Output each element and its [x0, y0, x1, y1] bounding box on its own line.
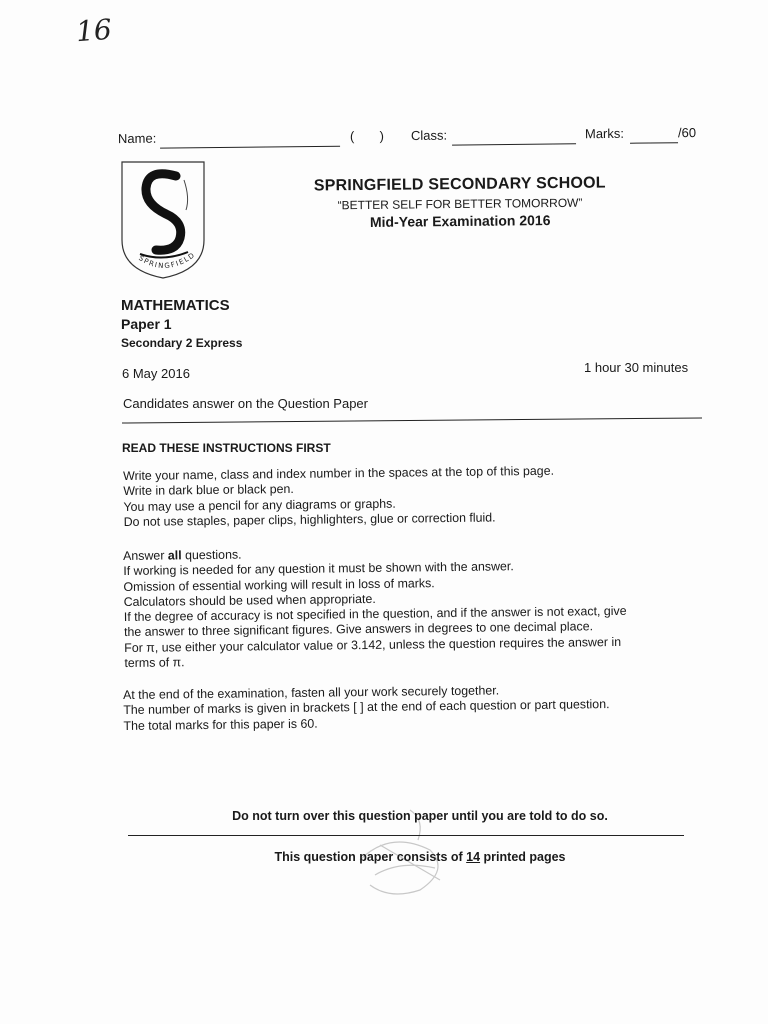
instruction-line: the answer to three significant figures. Give answers in degrees to one decimal place. [123, 619, 594, 640]
paper-number: Paper 1 [121, 316, 172, 332]
exam-title: Mid-Year Examination 2016 [369, 212, 551, 230]
divider [122, 417, 702, 423]
instruction-line: Answer all questions. [123, 547, 242, 563]
school-name: SPRINGFIELD SECONDARY SCHOOL [313, 174, 606, 195]
index-brackets: ( ) [349, 128, 384, 144]
instruction-line: The number of marks is given in brackets [ ] at the end of each question or part question. [123, 697, 610, 718]
instructions-group-2 [123, 542, 719, 672]
instruction-line: Calculators should be used when appropriate. [123, 591, 376, 609]
instructions-group-3 [123, 681, 719, 734]
marks-field-line[interactable] [630, 142, 678, 144]
instruction-line: At the end of the examination, fasten all your work securely together. [123, 683, 500, 702]
instruction-line: Do not use staples, paper clips, highlighters, glue or correction fluid. [123, 510, 496, 529]
instruction-line: If the degree of accuracy is not specified in the question, and if the answer is not exact, give [123, 604, 627, 625]
instructions-group-1 [123, 462, 719, 530]
marks-total: /60 [677, 125, 697, 141]
page-count: 14 [466, 850, 481, 864]
exam-date: 6 May 2016 [122, 366, 190, 381]
instructions-heading: READ THESE INSTRUCTIONS FIRST [122, 441, 331, 455]
footer-divider [128, 835, 684, 836]
instruction-line: You may use a pencil for any diagrams or graphs. [123, 496, 396, 514]
class-field-line[interactable] [452, 143, 576, 145]
subject-title: MATHEMATICS [121, 297, 230, 314]
exam-duration: 1 hour 30 minutes [584, 360, 689, 375]
handwritten-page-number: 16 [74, 12, 113, 49]
school-header [280, 174, 641, 231]
student-info-row [118, 125, 708, 155]
instruction-line: Write in dark blue or black pen. [123, 482, 294, 499]
crest-lettering: SPRINGFIELD [137, 250, 198, 271]
instruction-line: The total marks for this paper is 60. [123, 716, 318, 733]
emphasis-all: all [167, 548, 182, 563]
marks-label: Marks: [584, 125, 625, 142]
instruction-line: If working is needed for any question it must be shown with the answer. [123, 559, 514, 579]
name-label: Name: [117, 130, 157, 147]
page-count-note: This question paper consists of 14 printed pages [274, 850, 566, 864]
instruction-line: Omission of essential working will result in loss of marks. [123, 575, 435, 594]
school-motto: “BETTER SELF FOR BETTER TOMORROW” [337, 195, 583, 213]
turn-over-warning: Do not turn over this question paper until you are told to do so. [232, 809, 608, 823]
name-field-line[interactable] [160, 146, 340, 149]
instruction-line: terms of π. [124, 655, 185, 671]
instruction-line: For π, use either your calculator value or 3.142, unless the question requires the answer in [124, 634, 622, 655]
instruction-line: Write your name, class and index number in the spaces at the top of this page. [123, 463, 555, 483]
level-label: Secondary 2 Express [121, 336, 243, 350]
candidates-note: Candidates answer on the Question Paper [123, 396, 368, 411]
class-label: Class: [410, 127, 448, 144]
school-crest-icon [118, 158, 208, 282]
subject-block [121, 296, 242, 353]
